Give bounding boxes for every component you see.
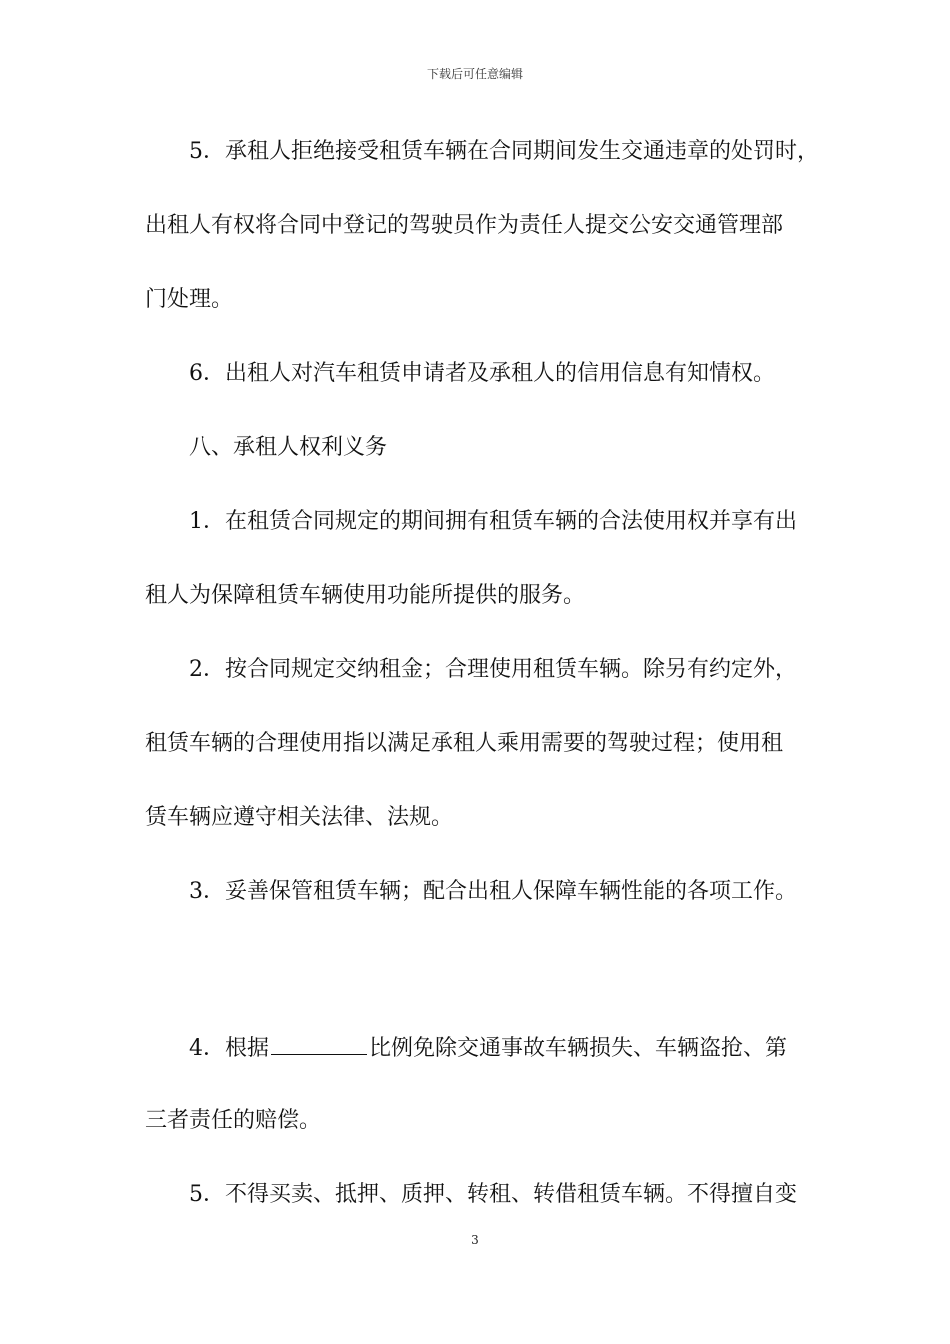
paragraph-line: 5．承租人拒绝接受租赁车辆在合同期间发生交通违章的处罚时， — [189, 139, 819, 164]
paragraph-line: 租赁车辆的合理使用指以满足承租人乘用需要的驾驶过程；使用租 — [145, 731, 784, 756]
paragraph-line-with-blank — [189, 1032, 869, 1064]
paragraph-line: 门处理。 — [145, 287, 234, 312]
line-text-after-blank: 比例免除交通事故车辆损失、车辆盗抢、第 — [369, 1036, 788, 1061]
paragraph-line: 5．不得买卖、抵押、质押、转租、转借租赁车辆。不得擅自变 — [189, 1182, 797, 1207]
paragraph-line: 租人为保障租赁车辆使用功能所提供的服务。 — [145, 583, 586, 608]
fill-in-blank — [271, 1032, 367, 1055]
paragraph-line: 三者责任的赔偿。 — [145, 1108, 322, 1133]
paragraph-line: 1．在租赁合同规定的期间拥有租赁车辆的合法使用权并享有出 — [189, 509, 797, 534]
paragraph-line: 赁车辆应遵守相关法律、法规。 — [145, 805, 454, 830]
paragraph-line: 6．出租人对汽车租赁申请者及承租人的信用信息有知情权。 — [189, 361, 775, 386]
section-heading: 八、承租人权利义务 — [189, 435, 388, 460]
page-number: 3 — [471, 1233, 479, 1247]
paragraph-line: 2．按合同规定交纳租金；合理使用租赁车辆。除另有约定外， — [189, 657, 797, 682]
line-text-before-blank: 4．根据 — [189, 1036, 269, 1061]
paragraph-line: 出租人有权将合同中登记的驾驶员作为责任人提交公安交通管理部 — [145, 213, 784, 238]
page-header: 下载后可任意编辑 — [426, 67, 523, 81]
paragraph-line: 3．妥善保管租赁车辆；配合出租人保障车辆性能的各项工作。 — [189, 879, 797, 904]
